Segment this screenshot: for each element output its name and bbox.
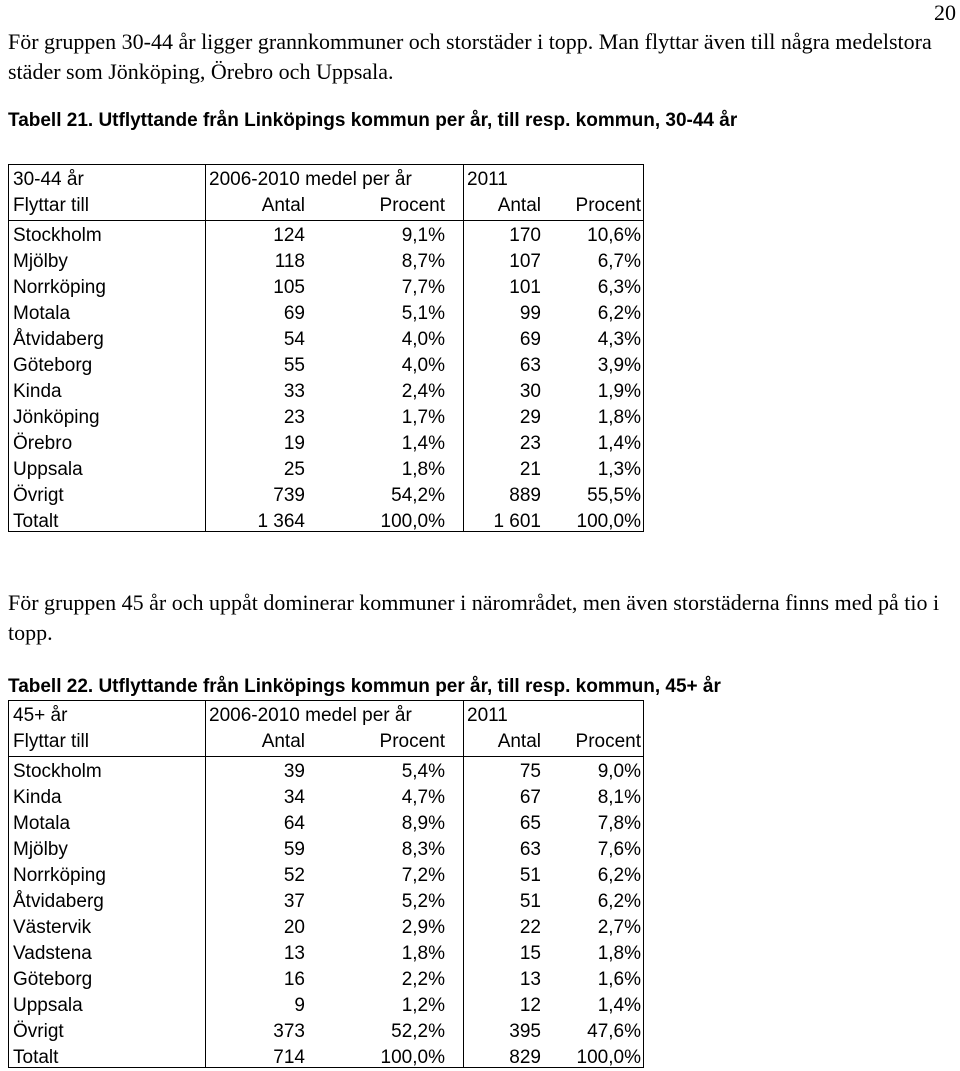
table-cell: 19 <box>283 433 305 454</box>
table-cell: 3,9% <box>597 355 641 376</box>
table-cell: 124 <box>273 225 305 246</box>
table-cell: 373 <box>273 1021 305 1042</box>
table-cell: 118 <box>274 251 305 272</box>
table-cell: 1,4% <box>401 433 445 454</box>
table-cell: 100,0% <box>576 1047 641 1068</box>
table-cell: 63 <box>519 839 541 860</box>
table-cell: Åtvidaberg <box>13 329 104 350</box>
table-cell: 829 <box>509 1047 541 1068</box>
table-cell: Norrköping <box>13 277 106 298</box>
table-cell: Totalt <box>13 511 59 532</box>
table-cell: 54 <box>283 329 305 350</box>
table-cell: 55,5% <box>587 485 641 506</box>
header-cell: Antal <box>261 195 305 216</box>
table-cell: 9,0% <box>597 761 641 782</box>
table-cell: Åtvidaberg <box>13 891 104 912</box>
table-cell: 13 <box>283 943 305 964</box>
header-cell: Procent <box>575 731 641 752</box>
table-cell: 63 <box>519 355 541 376</box>
table-cell: 7,6% <box>597 839 641 860</box>
table-cell: Uppsala <box>13 459 83 480</box>
table-cell: 52 <box>283 865 305 886</box>
table-row <box>9 275 643 301</box>
table-cell: 7,2% <box>401 865 445 886</box>
table-cell: 100,0% <box>380 511 445 532</box>
table-22 <box>8 700 644 1068</box>
table-cell: 7,7% <box>401 277 445 298</box>
table-cell: 8,9% <box>401 813 445 834</box>
header-cell: Procent <box>379 731 445 752</box>
table-cell: 33 <box>283 381 305 402</box>
table-cell: Totalt <box>13 1047 59 1068</box>
header-divider <box>9 220 643 221</box>
header-cell: Procent <box>379 195 445 216</box>
table-row <box>9 431 643 457</box>
table-cell: 52,2% <box>391 1021 445 1042</box>
table-cell: Mjölby <box>13 839 68 860</box>
table-cell: 1 601 <box>493 511 541 532</box>
table-cell: 13 <box>519 969 541 990</box>
table-row <box>9 811 643 837</box>
table-cell: Kinda <box>13 787 62 808</box>
header-cell: Flyttar till <box>13 731 89 752</box>
table-cell: 1,4% <box>597 433 641 454</box>
header-row-1 <box>9 703 643 729</box>
table-cell: 8,7% <box>401 251 445 272</box>
table-row <box>9 483 643 509</box>
table-cell: 1,8% <box>401 943 445 964</box>
table-cell: 889 <box>509 485 541 506</box>
table-cell: Göteborg <box>13 969 93 990</box>
table-row <box>9 405 643 431</box>
header-row-2 <box>9 729 643 755</box>
table-cell: 4,0% <box>401 355 445 376</box>
table-row <box>9 1045 643 1071</box>
table-row <box>9 915 643 941</box>
table-cell: 69 <box>519 329 541 350</box>
table-cell: 5,4% <box>401 761 445 782</box>
table-row <box>9 223 643 249</box>
header-cell: Antal <box>497 195 541 216</box>
table-cell: 55 <box>283 355 305 376</box>
table-row <box>9 1019 643 1045</box>
table-cell: 170 <box>509 225 541 246</box>
table-row <box>9 301 643 327</box>
header-cell: Antal <box>261 731 305 752</box>
table-cell: 107 <box>509 251 541 272</box>
table-cell: 1,8% <box>597 407 641 428</box>
table-cell: 47,6% <box>587 1021 641 1042</box>
header-row-2 <box>9 193 643 219</box>
table-cell: 2,9% <box>401 917 445 938</box>
table-cell: 1,8% <box>401 459 445 480</box>
intro-paragraph: För gruppen 30-44 år ligger grannkommuner och storstäder i topp. Man flyttar även till några medelstora städer som Jönköping, Örebro och Uppsala. <box>8 29 932 84</box>
header-cell: Flyttar till <box>13 195 89 216</box>
table-cell: 65 <box>519 813 541 834</box>
table-row <box>9 889 643 915</box>
table-cell: 1,7% <box>401 407 445 428</box>
table-row <box>9 509 643 535</box>
table-cell: 39 <box>283 761 305 782</box>
table-cell: Örebro <box>13 433 73 454</box>
table-row <box>9 353 643 379</box>
table-cell: 23 <box>519 433 541 454</box>
table-cell: 69 <box>283 303 305 324</box>
table-cell: Västervik <box>13 917 92 938</box>
header-cell: 30-44 år <box>13 169 84 190</box>
table-cell: 30 <box>519 381 541 402</box>
table-cell: Vadstena <box>13 943 92 964</box>
table-cell: 16 <box>283 969 305 990</box>
header-cell: 2006-2010 medel per år <box>209 169 412 190</box>
table-cell: 1,9% <box>597 381 641 402</box>
table-cell: 6,2% <box>597 865 641 886</box>
table-cell: 37 <box>283 891 305 912</box>
table-cell: 1,4% <box>597 995 641 1016</box>
table-cell: 6,3% <box>597 277 641 298</box>
table-cell: 1,2% <box>401 995 445 1016</box>
table-cell: 1,6% <box>597 969 641 990</box>
table-cell: 51 <box>519 891 541 912</box>
table-cell: 75 <box>519 761 541 782</box>
middle-paragraph: För gruppen 45 år och uppåt dominerar kommuner i närområdet, men även storstäderna finns med på tio i topp. <box>8 590 940 645</box>
table-cell: 25 <box>283 459 305 480</box>
table-cell: 4,3% <box>597 329 641 350</box>
table-cell: 34 <box>283 787 305 808</box>
table-cell: 2,4% <box>401 381 445 402</box>
header-cell: 2006-2010 medel per år <box>209 705 412 726</box>
table-row <box>9 785 643 811</box>
table-row <box>9 379 643 405</box>
table-cell: 7,8% <box>597 813 641 834</box>
table-cell: Norrköping <box>13 865 106 886</box>
table-cell: Övrigt <box>13 485 64 506</box>
table-cell: 67 <box>519 787 541 808</box>
table-cell: Motala <box>13 813 71 834</box>
table-cell: 8,3% <box>401 839 445 860</box>
table-cell: Göteborg <box>13 355 93 376</box>
table-cell: 105 <box>273 277 305 298</box>
table-cell: Uppsala <box>13 995 83 1016</box>
table-cell: 5,2% <box>401 891 445 912</box>
header-cell: Antal <box>497 731 541 752</box>
table-cell: 1,3% <box>597 459 641 480</box>
table-cell: 2,2% <box>401 969 445 990</box>
table-cell: 29 <box>519 407 541 428</box>
table-row <box>9 967 643 993</box>
table-cell: 714 <box>273 1047 305 1068</box>
table-cell: 101 <box>509 277 541 298</box>
table-cell: 99 <box>519 303 541 324</box>
table-row <box>9 837 643 863</box>
table-cell: Jönköping <box>13 407 100 428</box>
table-cell: Stockholm <box>13 225 102 246</box>
header-row-1 <box>9 167 643 193</box>
table22-caption: Tabell 22. Utflyttande från Linköpings kommun per år, till resp. kommun, 45+ år <box>8 676 721 697</box>
table-cell: 1 364 <box>257 511 305 532</box>
table-cell: 22 <box>519 917 541 938</box>
table-cell: 10,6% <box>587 225 641 246</box>
table-cell: 15 <box>519 943 541 964</box>
table-cell: 4,0% <box>401 329 445 350</box>
table21-caption: Tabell 21. Utflyttande från Linköpings kommun per år, till resp. kommun, 30-44 år <box>8 110 738 131</box>
header-cell: 2011 <box>467 705 508 726</box>
table-cell: 5,1% <box>401 303 445 324</box>
table-cell: 54,2% <box>391 485 445 506</box>
table-row <box>9 327 643 353</box>
header-divider <box>9 756 643 757</box>
table-cell: 6,7% <box>597 251 641 272</box>
table-cell: 51 <box>519 865 541 886</box>
table-cell: 21 <box>519 459 541 480</box>
table-row <box>9 993 643 1019</box>
header-cell: 45+ år <box>13 705 68 726</box>
table-row <box>9 249 643 275</box>
table-cell: 12 <box>519 995 541 1016</box>
table-cell: Mjölby <box>13 251 68 272</box>
table-row <box>9 941 643 967</box>
table-cell: 9,1% <box>401 225 445 246</box>
table-cell: 8,1% <box>597 787 641 808</box>
header-cell: Procent <box>575 195 641 216</box>
header-cell: 2011 <box>467 169 508 190</box>
table-cell: 64 <box>283 813 305 834</box>
table-cell: 100,0% <box>380 1047 445 1068</box>
table-cell: 1,8% <box>597 943 641 964</box>
table-cell: Kinda <box>13 381 62 402</box>
table-cell: 4,7% <box>401 787 445 808</box>
table-cell: 23 <box>283 407 305 428</box>
table-cell: 9 <box>294 995 305 1016</box>
table-cell: Övrigt <box>13 1021 64 1042</box>
table-cell: 20 <box>283 917 305 938</box>
table-cell: 6,2% <box>597 891 641 912</box>
table-row <box>9 759 643 785</box>
table-cell: 395 <box>509 1021 541 1042</box>
table-row <box>9 457 643 483</box>
table-cell: 59 <box>283 839 305 860</box>
table-cell: 2,7% <box>597 917 641 938</box>
table-cell: 100,0% <box>576 511 641 532</box>
table-row <box>9 863 643 889</box>
table-cell: Motala <box>13 303 71 324</box>
table-21 <box>8 164 644 532</box>
table-cell: 6,2% <box>597 303 641 324</box>
table-cell: 739 <box>273 485 305 506</box>
table-cell: Stockholm <box>13 761 102 782</box>
page-number: 20 <box>934 0 956 25</box>
